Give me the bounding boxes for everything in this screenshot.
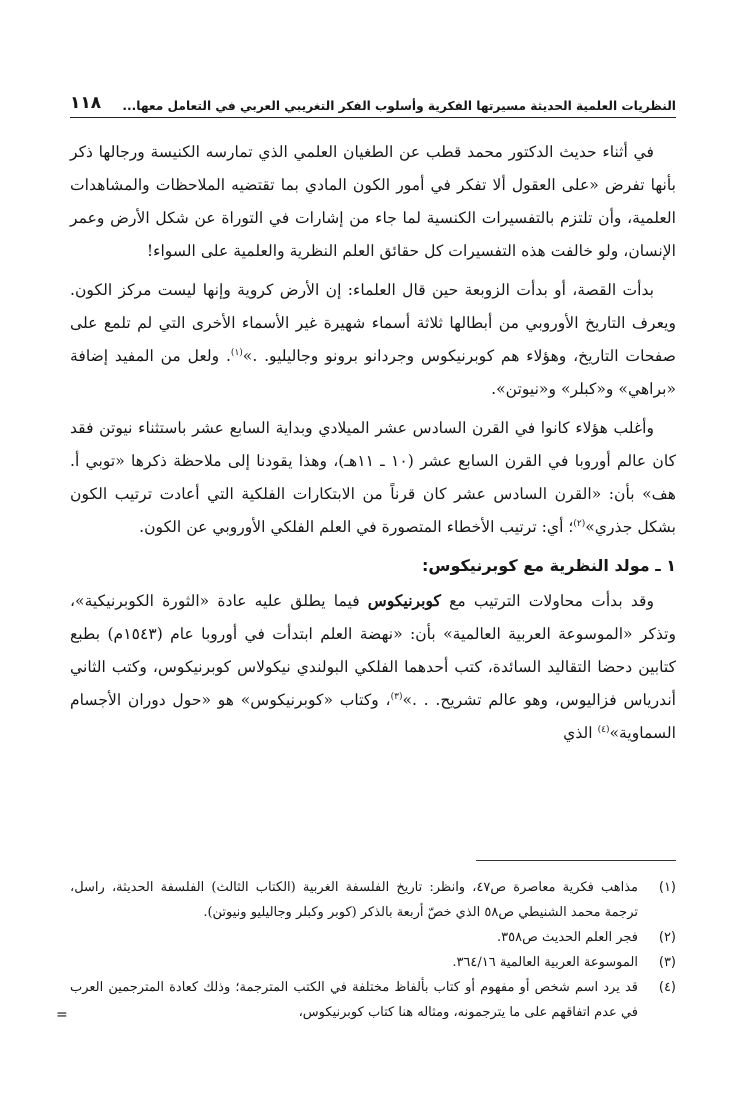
footnote-number: (٣)	[658, 955, 676, 970]
paragraph-3-text-cont: ؛ أي: ترتيب الأخطاء المتصورة في العلم الفلكي الأوروبي عن الكون.	[139, 518, 574, 536]
paragraph-2-text: بدأت القصة، أو بدأت الزوبعة حين قال العلماء: إن الأرض كروية وإنها ليست مركز الكون. ويعرف التاريخ الأوروبي من أبطالها ثلاثة أسماء شهيرة غير الأسماء الأخرى التي لم تلمع على صفحات التاريخ، وهؤلاء هم كوبرنيكوس وجردانو برونو وجاليليو. .»	[70, 281, 677, 365]
footnote-4	[70, 975, 676, 1025]
footnote-number: (١)	[658, 880, 676, 895]
paragraph-4	[70, 584, 676, 750]
footnote-text: فجر العلم الحديث ص٣٥٨.	[497, 930, 638, 945]
paragraph-2	[70, 274, 676, 406]
paragraph-3-text: وأغلب هؤلاء كانوا في القرن السادس عشر الميلادي وبداية السابع عشر باستثناء نيوتن فقد كان عالم أوروبا في القرن السابع عشر (١٠ ـ ١١هـ)، وهذا يقودنا إلى ملاحظة ذكرها «توبي أ. هف» بأن: «القرن السادس عشر كان قرناً من الابتكارات الفلكية التي أعادت ترتيب الكون بشكل جذري»	[70, 419, 676, 536]
footnote-ref-2[interactable]: (٢)	[573, 518, 586, 529]
footnote-ref-1[interactable]: (١)	[230, 347, 243, 358]
footnote-text: قد يرد اسم شخص أو مفهوم أو كتاب بألفاظ مختلفة في الكتب المترجمة؛ وذلك كعادة المترجمين العرب في عدم اتفاقهم على ما يترجمونه، ومثاله هنا كتاب كوبرنيكوس،	[70, 980, 638, 1020]
section-heading: ١ ـ مولد النظرية مع كوبرنيكوس:	[421, 556, 676, 575]
paragraph-4-text-cont: فيما يطلق عليه عادة «الثورة الكوبرنيكية»، وتذكر «الموسوعة العربية العالمية» بأن: «نهضة العلم ابتدأت في أوروبا عام (١٥٤٣م) بطبع كتابين دحضا التقاليد السائدة، كتب أحدهما الفلكي البولندي نيكولاس كوبرنيكوس، وكتب الثاني أندرياس فزاليوس، وهو عالم تشريح. . .»	[70, 592, 676, 709]
footnote-number: (٢)	[658, 930, 676, 945]
footnote-text: مذاهب فكرية معاصرة ص٤٧، وانظر: تاريخ الفلسفة الغربية (الكتاب الثالث) الفلسفة الحديثة، راسل، ترجمة محمد الشنيطي ص٥٨ الذي خصّ أربعة بالذكر (كوبر وكبلر وجاليليو ونيوتن).	[70, 880, 639, 920]
paragraph-2-text-cont: . ولعل من المفيد إضافة «براهي» و«كبلر» و«نيوتن».	[70, 347, 676, 398]
footnote-number: (٤)	[658, 980, 676, 995]
running-title: النظريات العلمية الحديثة مسيرتها الفكرية وأسلوب الفكر التغريبي العربي في التعامل معها...	[122, 99, 676, 113]
paragraph-4-text: وقد بدأت محاولات الترتيب مع	[440, 592, 655, 610]
footnotes	[56, 860, 676, 1025]
continuation-mark: =	[56, 1007, 68, 1023]
main-text	[70, 136, 676, 750]
paragraph-4-text-end: الذي	[563, 724, 598, 742]
paragraph-3	[70, 412, 676, 544]
footnote-ref-3[interactable]: (٣)	[390, 691, 403, 702]
paragraph-4-text-cont2: ، وكتاب «كوبرنيكوس» هو «حول دوران الأجسام السماوية»	[70, 691, 676, 742]
footnote-divider	[476, 860, 676, 861]
footnote-text: الموسوعة العربية العالمية ٣٦٤/١٦.	[452, 955, 638, 970]
book-page	[56, 88, 677, 1088]
paragraph-1: في أثناء حديث الدكتور محمد قطب عن الطغيان العلمي الذي تمارسه الكنيسة ورجالها ذكر بأنها تفرض «على العقول ألا تفكر في أمور الكون المادي بما تقتضيه الملاحظات والمشاهدات العلمية، وأن تلتزم بالتفسيرات الكنسية لما جاء من إشارات في التوراة عن شكل الأرض وعمر الإنسان، ولو خالفت هذه التفسيرات كل حقائق العلم النظرية والعلمية على السواء!	[70, 143, 676, 260]
page-number: ١١٨	[70, 93, 102, 113]
running-header	[70, 88, 676, 118]
footnote-1	[70, 875, 676, 925]
footnote-3	[70, 950, 676, 975]
footnote-ref-4[interactable]: (٤)	[597, 724, 610, 735]
footnote-2	[70, 925, 676, 950]
bold-term-copernicus: كوبرنيكوس	[367, 591, 441, 610]
